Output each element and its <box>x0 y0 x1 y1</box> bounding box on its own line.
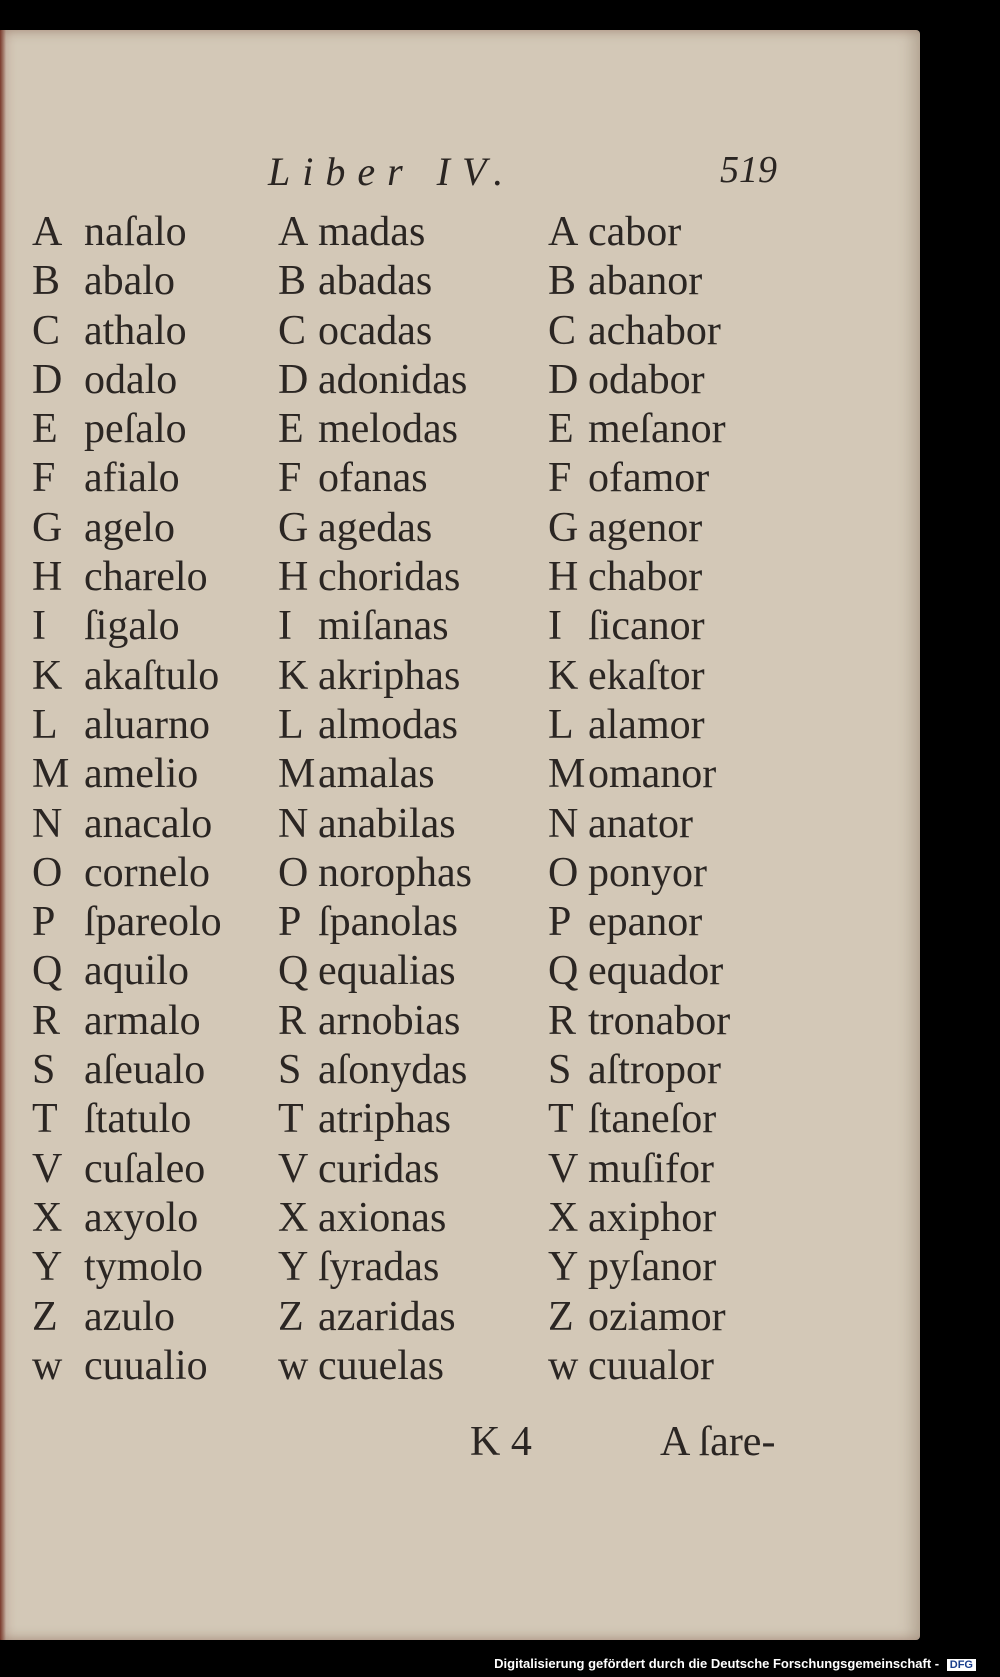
cipher-letter: L <box>548 701 574 748</box>
cipher-row <box>548 307 730 356</box>
cipher-column-1 <box>32 208 222 1391</box>
cipher-row <box>278 307 472 356</box>
cipher-letter: T <box>548 1096 574 1143</box>
cipher-word: anator <box>588 800 693 847</box>
cipher-letter: B <box>548 258 577 305</box>
cipher-row <box>548 800 730 849</box>
cipher-row <box>32 750 222 799</box>
cipher-column-3 <box>548 208 730 1391</box>
cipher-row <box>32 800 222 849</box>
cipher-word: odalo <box>84 356 178 403</box>
cipher-row <box>278 208 472 257</box>
cipher-word: abanor <box>588 258 703 305</box>
cipher-word: choridas <box>318 554 461 601</box>
cipher-word: equador <box>588 948 724 995</box>
cipher-row <box>548 1342 730 1391</box>
cipher-row <box>32 701 222 750</box>
cipher-row <box>32 898 222 947</box>
cipher-word: aſeualo <box>84 1047 206 1094</box>
cipher-word: cabor <box>588 209 682 255</box>
cipher-letter: X <box>32 1194 63 1241</box>
cipher-letter: V <box>32 1145 63 1192</box>
cipher-word: cuualor <box>588 1342 714 1389</box>
cipher-row <box>548 898 730 947</box>
cipher-word: curidas <box>318 1145 440 1192</box>
cipher-row <box>548 947 730 996</box>
cipher-letter: X <box>548 1194 579 1241</box>
cipher-row <box>278 1194 472 1243</box>
cipher-letter: K <box>548 652 579 699</box>
cipher-word: ocadas <box>318 307 433 354</box>
cipher-word: ſyradas <box>318 1244 440 1291</box>
cipher-word: naſalo <box>84 209 187 255</box>
cipher-word: miſanas <box>318 603 449 650</box>
cipher-letter: A <box>548 209 579 255</box>
cipher-letter: G <box>548 504 579 551</box>
book-page <box>0 30 920 1640</box>
cipher-word: azulo <box>84 1293 175 1340</box>
cipher-row <box>548 1046 730 1095</box>
cipher-row <box>32 553 222 602</box>
cipher-word: anacalo <box>84 800 213 847</box>
cipher-row <box>278 800 472 849</box>
cipher-letter: T <box>32 1096 58 1143</box>
cipher-row <box>32 652 222 701</box>
cipher-word: melodas <box>318 406 458 453</box>
cipher-letter: C <box>278 307 307 354</box>
cipher-letter: G <box>278 504 309 551</box>
cipher-row <box>548 1243 730 1292</box>
cipher-word: omanor <box>588 751 717 798</box>
cipher-letter: T <box>278 1096 304 1143</box>
cipher-row <box>32 1243 222 1292</box>
cipher-letter: X <box>278 1194 309 1241</box>
cipher-row <box>278 947 472 996</box>
cipher-word: aquilo <box>84 948 189 995</box>
cipher-row <box>32 1342 222 1391</box>
cipher-letter: L <box>278 701 304 748</box>
cipher-word: tronabor <box>588 997 731 1044</box>
cipher-letter: Y <box>278 1244 309 1291</box>
cipher-letter: S <box>548 1047 572 1094</box>
page-number: 519 <box>720 149 777 191</box>
cipher-letter: S <box>278 1047 302 1094</box>
cipher-row <box>548 504 730 553</box>
cipher-row <box>32 849 222 898</box>
cipher-row <box>548 257 730 306</box>
cipher-letter: O <box>32 849 63 896</box>
cipher-word: pyſanor <box>588 1244 717 1291</box>
cipher-letter: V <box>278 1145 309 1192</box>
cipher-word: atriphas <box>318 1096 451 1143</box>
page-header <box>0 142 920 192</box>
cipher-letter: Z <box>548 1293 574 1340</box>
cipher-letter: M <box>548 751 586 798</box>
cipher-row <box>32 208 222 257</box>
cipher-word: axyolo <box>84 1194 199 1241</box>
cipher-word: akaſtulo <box>84 652 220 699</box>
cipher-word: alamor <box>588 701 705 748</box>
cipher-row <box>548 997 730 1046</box>
cipher-word: ſpanolas <box>318 899 458 946</box>
cipher-letter: O <box>278 849 309 896</box>
cipher-row <box>278 997 472 1046</box>
cipher-letter: V <box>548 1145 579 1192</box>
cipher-letter: S <box>32 1047 56 1094</box>
page-footer <box>0 1418 920 1478</box>
cipher-row <box>548 1145 730 1194</box>
cipher-word: ſigalo <box>84 603 180 650</box>
cipher-row <box>32 1095 222 1144</box>
cipher-row <box>32 997 222 1046</box>
cipher-letter: H <box>278 554 309 601</box>
cipher-row <box>278 257 472 306</box>
cipher-letter: F <box>32 455 56 502</box>
cipher-letter: A <box>278 209 309 255</box>
cipher-letter: E <box>278 406 304 453</box>
cipher-row <box>278 602 472 651</box>
cipher-letter: I <box>548 603 562 650</box>
cipher-letter: E <box>32 406 58 453</box>
cipher-letter: O <box>548 849 579 896</box>
cipher-letter: B <box>278 258 307 305</box>
cipher-word: aſonydas <box>318 1047 468 1094</box>
credit-text: Digitalisierung gefördert durch die Deutsche Forschungsgemeinschaft - <box>494 1656 940 1671</box>
cipher-letter: R <box>548 997 577 1044</box>
cipher-word: azaridas <box>318 1293 456 1340</box>
cipher-letter: H <box>548 554 579 601</box>
cipher-row <box>32 1046 222 1095</box>
cipher-letter: F <box>278 455 302 502</box>
cipher-letter: Q <box>548 948 579 995</box>
cipher-letter: Y <box>32 1244 63 1291</box>
cipher-row <box>32 602 222 651</box>
cipher-row <box>278 405 472 454</box>
cipher-row <box>548 652 730 701</box>
cipher-word: ſtaneſor <box>588 1096 717 1143</box>
cipher-word: ofamor <box>588 455 710 502</box>
cipher-letter: G <box>32 504 63 551</box>
cipher-word: epanor <box>588 899 703 946</box>
cipher-row <box>32 405 222 454</box>
cipher-word: athalo <box>84 307 187 354</box>
cipher-word: madas <box>318 209 426 255</box>
cipher-letter: N <box>32 800 63 847</box>
cipher-row <box>548 1293 730 1342</box>
cipher-row <box>32 257 222 306</box>
cipher-row <box>548 1194 730 1243</box>
cipher-column-2 <box>278 208 472 1391</box>
cipher-letter: N <box>548 800 579 847</box>
cipher-letter: Z <box>278 1293 304 1340</box>
cipher-row <box>278 898 472 947</box>
cipher-row <box>278 1145 472 1194</box>
cipher-word: odabor <box>588 356 705 403</box>
catchword: A ſare- <box>660 1419 776 1465</box>
cipher-letter: K <box>278 652 309 699</box>
cipher-letter: C <box>32 307 61 354</box>
cipher-word: muſifor <box>588 1145 714 1192</box>
cipher-letter: w <box>32 1342 63 1389</box>
cipher-letter: A <box>32 209 63 255</box>
cipher-word: anabilas <box>318 800 456 847</box>
cipher-letter: L <box>32 701 58 748</box>
cipher-letter: Q <box>32 948 63 995</box>
cipher-letter: P <box>32 899 56 946</box>
cipher-row <box>32 947 222 996</box>
cipher-word: armalo <box>84 997 201 1044</box>
cipher-word: chabor <box>588 554 703 601</box>
cipher-letter: I <box>32 603 46 650</box>
cipher-row <box>278 652 472 701</box>
cipher-letter: F <box>548 455 572 502</box>
cipher-row <box>32 1194 222 1243</box>
cipher-letter: M <box>278 751 316 798</box>
cipher-row <box>548 701 730 750</box>
cipher-letter: K <box>32 652 63 699</box>
cipher-word: cornelo <box>84 849 210 896</box>
cipher-word: akriphas <box>318 652 461 699</box>
cipher-row <box>32 454 222 503</box>
cipher-word: charelo <box>84 554 208 601</box>
cipher-row <box>278 1243 472 1292</box>
cipher-word: afialo <box>84 455 180 502</box>
cipher-letter: P <box>278 899 302 946</box>
cipher-letter: R <box>32 997 61 1044</box>
cipher-letter: P <box>548 899 572 946</box>
cipher-row <box>548 553 730 602</box>
cipher-word: agedas <box>318 504 433 551</box>
cipher-word: aluarno <box>84 701 210 748</box>
cipher-row <box>32 307 222 356</box>
cipher-row <box>278 1095 472 1144</box>
cipher-letter: H <box>32 554 63 601</box>
cipher-word: meſanor <box>588 406 726 453</box>
cipher-letter: C <box>548 307 577 354</box>
cipher-row <box>278 454 472 503</box>
cipher-word: abalo <box>84 258 175 305</box>
signature-mark: K 4 <box>470 1419 532 1465</box>
cipher-word: adonidas <box>318 356 468 403</box>
cipher-row <box>278 1293 472 1342</box>
cipher-row <box>548 208 730 257</box>
cipher-row <box>278 1046 472 1095</box>
cipher-word: tymolo <box>84 1244 204 1291</box>
cipher-row <box>548 602 730 651</box>
cipher-word: amalas <box>318 751 435 798</box>
cipher-word: ponyor <box>588 849 707 896</box>
cipher-row <box>278 356 472 405</box>
cipher-row <box>548 750 730 799</box>
cipher-word: agenor <box>588 504 703 551</box>
digitization-credit <box>494 1656 976 1671</box>
cipher-word: oziamor <box>588 1293 726 1340</box>
cipher-word: axionas <box>318 1194 447 1241</box>
cipher-row <box>548 356 730 405</box>
cipher-word: almodas <box>318 701 458 748</box>
cipher-row <box>548 405 730 454</box>
cipher-row <box>548 849 730 898</box>
cipher-letter: I <box>278 603 292 650</box>
cipher-word: agelo <box>84 504 175 551</box>
cipher-row <box>548 454 730 503</box>
cipher-word: arnobias <box>318 997 461 1044</box>
dfg-logo: DFG <box>947 1659 976 1671</box>
cipher-letter: D <box>548 356 579 403</box>
running-title: Liber IV. <box>268 149 516 194</box>
cipher-word: axiphor <box>588 1194 717 1241</box>
cipher-row <box>32 504 222 553</box>
cipher-row <box>278 553 472 602</box>
cipher-word: norophas <box>318 849 472 896</box>
cipher-row <box>278 849 472 898</box>
cipher-word: cuuelas <box>318 1342 444 1389</box>
cipher-word: achabor <box>588 307 721 354</box>
cipher-letter: N <box>278 800 309 847</box>
cipher-word: amelio <box>84 751 199 798</box>
cipher-row <box>278 750 472 799</box>
cipher-letter: w <box>278 1342 309 1389</box>
cipher-word: ſpareolo <box>84 899 222 946</box>
cipher-row <box>32 356 222 405</box>
cipher-word: equalias <box>318 948 456 995</box>
cipher-row <box>278 701 472 750</box>
cipher-letter: Y <box>548 1244 579 1291</box>
cipher-word: cuualio <box>84 1342 208 1389</box>
cipher-word: ekaſtor <box>588 652 705 699</box>
cipher-word: peſalo <box>84 406 187 453</box>
cipher-row <box>32 1145 222 1194</box>
cipher-letter: M <box>32 751 70 798</box>
cipher-row <box>548 1095 730 1144</box>
cipher-word: ſicanor <box>588 603 705 650</box>
cipher-row <box>278 504 472 553</box>
cipher-letter: E <box>548 406 574 453</box>
cipher-row <box>32 1293 222 1342</box>
cipher-word: abadas <box>318 258 433 305</box>
cipher-word: ſtatulo <box>84 1096 192 1143</box>
cipher-letter: w <box>548 1342 579 1389</box>
cipher-word: cuſaleo <box>84 1145 206 1192</box>
cipher-letter: B <box>32 258 61 305</box>
cipher-row <box>278 1342 472 1391</box>
cipher-letter: D <box>278 356 309 403</box>
cipher-letter: D <box>32 356 63 403</box>
cipher-letter: Z <box>32 1293 58 1340</box>
cipher-letter: Q <box>278 948 309 995</box>
cipher-letter: R <box>278 997 307 1044</box>
cipher-word: aſtropor <box>588 1047 721 1094</box>
cipher-word: ofanas <box>318 455 428 502</box>
